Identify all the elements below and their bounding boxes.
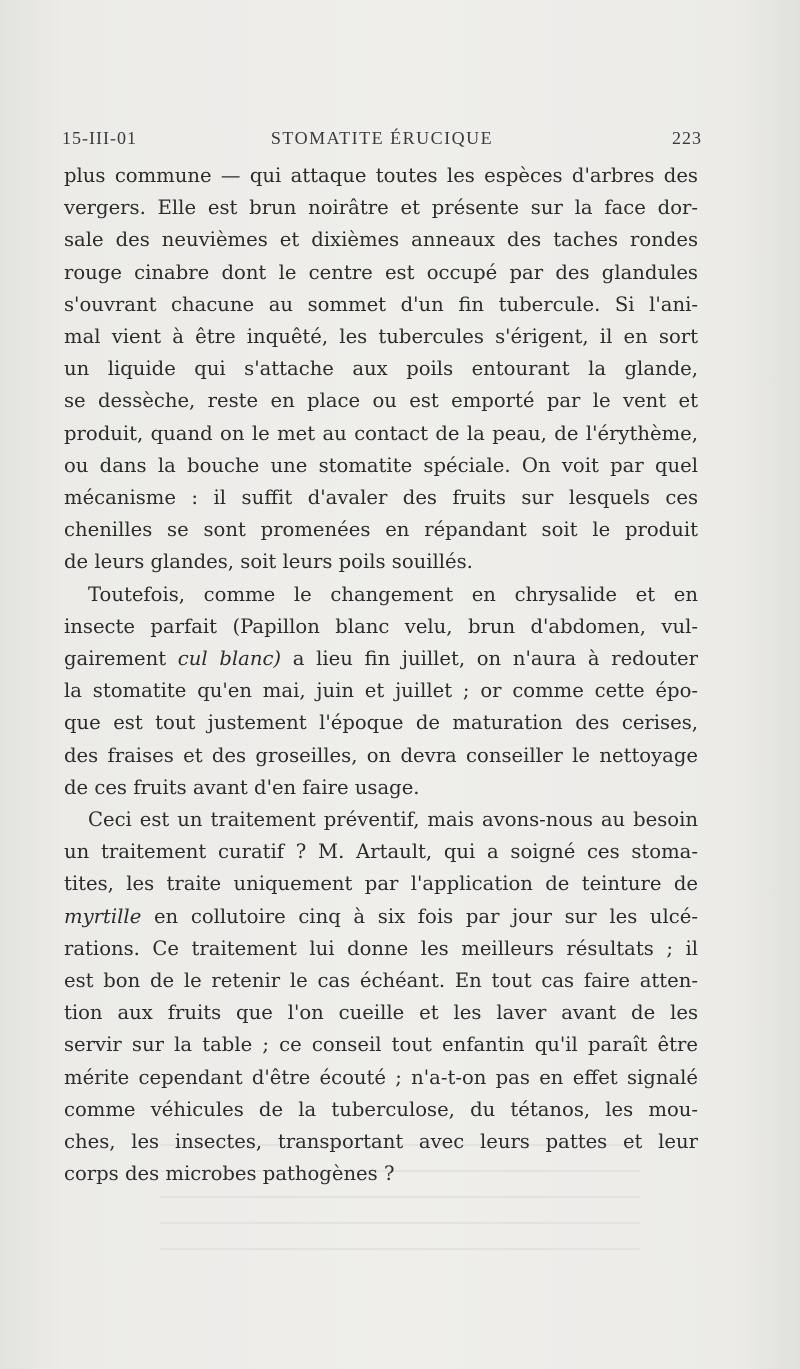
text-line: tion aux fruits que l'on cueille et les laver avant de les [64,1001,698,1025]
text-line: se dessèche, reste en place ou est emporté par le vent et [64,389,698,413]
text-line: rations. Ce traitement lui donne les meilleurs résultats ; il [64,936,698,960]
text-line: sale des neuvièmes et dixièmes anneaux des taches rondes [64,228,698,252]
text-line: de ces fruits avant d'en faire usage. [64,775,420,799]
text-line: des fraises et des groseilles, on devra conseiller le nettoyage [64,743,698,767]
header-date: 15-III-01 [62,128,137,148]
text-line: mécanisme : il suffit d'avaler des fruits sur lesquels ces [64,486,698,510]
text-line [64,901,698,933]
text-line: comme véhicules de la tuberculose, du tétanos, les mou- [64,1097,698,1121]
text-line: insecte parfait (Papillon blanc velu, brun d'abdomen, vul- [64,614,698,638]
text-line: un traitement curatif ? M. Artault, qui a soigné ces stoma- [64,840,698,864]
text-line: ches, les insectes, transportant avec leurs pattes et leur [64,1130,698,1154]
text-line: Ceci est un traitement préventif, mais avons-nous au besoin [88,808,698,832]
show-through-texture [160,1120,640,1250]
text-line: mal vient à être inquêté, les tubercules s'érigent, il en sort [64,325,698,349]
text-fragment: a lieu fin juillet, on n'aura à redouter [281,647,698,671]
text-fragment: en collutoire cinq à six fois par jour sur les ulcé- [141,904,698,928]
text-line [64,643,698,675]
text-line: rouge cinabre dont le centre est occupé par des glandules [64,260,698,284]
text-line: s'ouvrant chacune au sommet d'un fin tubercule. Si l'ani- [64,292,698,316]
text-line: que est tout justement l'époque de maturation des cerises, [64,711,698,735]
text-line: la stomatite qu'en mai, juin et juillet ; or comme cette épo- [64,679,698,703]
text-line: produit, quand on le met au contact de la peau, de l'érythème, [64,421,698,445]
text-line: un liquide qui s'attache aux poils entourant la glande, [64,357,698,381]
body-text [64,160,698,1191]
text-line: corps des microbes pathogènes ? [64,1162,395,1186]
text-line: vergers. Elle est brun noirâtre et présente sur la face dor- [64,196,698,220]
header-title: STOMATITE ÉRUCIQUE [270,128,494,148]
page-number: 223 [672,128,702,148]
text-line: plus commune — qui attaque toutes les espèces d'arbres des [64,164,698,187]
text-line: tites, les traite uniquement par l'application de teinture de [64,872,698,896]
text-line: servir sur la table ; ce conseil tout enfantin qu'il paraît être [64,1033,698,1057]
text-line: mérite cependant d'être écouté ; n'a-t-on pas en effet signalé [64,1065,698,1089]
text-fragment: gairement [64,647,178,671]
text-line: est bon de le retenir le cas échéant. En tout cas faire atten- [64,969,698,993]
italic-term: myrtille [64,904,142,928]
text-line: de leurs glandes, soit leurs poils souillés. [64,550,473,574]
text-line: Toutefois, comme le changement en chrysalide et en [88,582,698,606]
italic-term: cul blanc) [177,647,282,671]
text-line: ou dans la bouche une stomatite spéciale. On voit par quel [64,453,698,477]
running-header [62,128,702,158]
text-line: chenilles se sont promenées en répandant soit le produit [64,518,698,542]
